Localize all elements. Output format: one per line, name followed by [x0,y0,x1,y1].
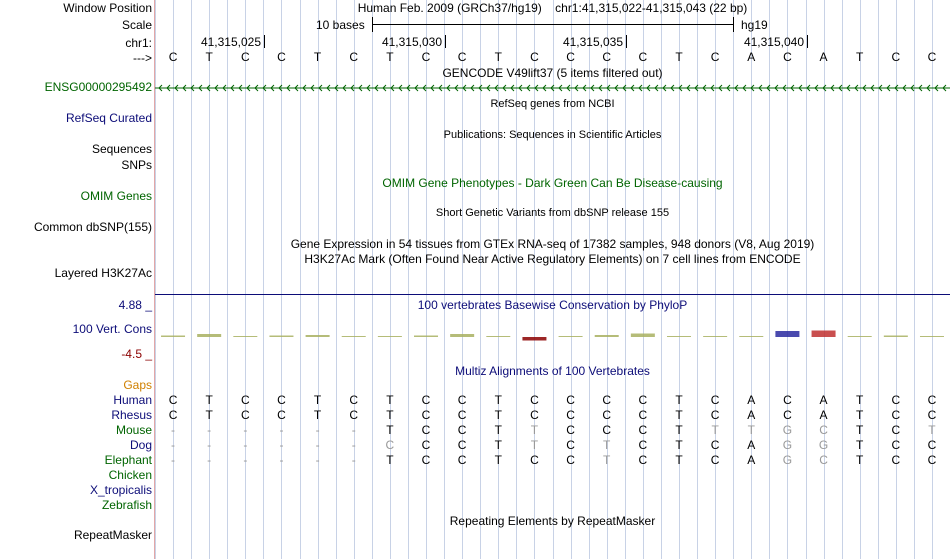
aligned-base: T [386,453,394,467]
aligned-base: C [277,393,286,407]
aligned-base: A [747,393,756,407]
base-letter: C [277,50,286,64]
gencode-track-title: GENCODE V49lift37 (5 items filtered out) [442,66,663,80]
omim-track-title: OMIM Gene Phenotypes - Dark Green Can Be Disease-causing [382,176,723,190]
aligned-base: C [783,408,792,422]
ruler-tick [626,35,627,48]
repeatmasker-track-label[interactable]: RepeatMasker [73,528,152,542]
species-label: Dog [129,438,152,452]
aligned-base: T [856,438,864,452]
aligned-base: G [782,453,793,467]
aligned-base: - [279,453,284,467]
phylop-track-title: 100 vertebrates Basewise Conservation by PhyloP [417,298,688,312]
aligned-base: G [818,438,829,452]
aligned-base: T [494,423,502,437]
aligned-base: C [421,438,431,452]
aligned-base: C [710,438,720,452]
aligned-base: C [638,423,648,437]
aligned-base: T [386,408,394,422]
assembly-name: Human Feb. 2009 (GRCh37/hg19) [357,1,542,15]
phylop-mark [269,336,293,338]
base-letter: C [349,50,359,64]
aligned-base: - [315,423,320,437]
aligned-base: C [710,408,720,422]
aligned-base: - [171,423,176,437]
ruler-tick-label: 41,315,025 [200,35,261,49]
aligned-base: T [205,408,213,422]
aligned-base: C [421,423,431,437]
phylop-mark [631,334,655,338]
aligned-base: C [566,438,575,452]
aligned-base: T [675,438,683,452]
h3k27ac-track-label[interactable]: Layered H3K27Ac [54,266,152,280]
aligned-base: - [207,453,212,467]
base-letter: T [386,50,394,64]
base-letter: T [856,50,864,64]
phylop-mark [378,336,402,337]
species-label: X_tropicalis [89,483,152,497]
aligned-base: T [675,423,683,437]
aligned-base: C [819,453,828,467]
ruler-tick [445,35,446,48]
phylop-mark [595,335,619,337]
base-letter: C [710,50,720,64]
aligned-base: C [891,408,901,422]
phylop-top-line [155,294,950,295]
phylop-logo[interactable] [155,320,950,360]
aligned-base: - [243,438,248,452]
aligned-base: - [171,438,176,452]
dbsnp-track-label[interactable]: Common dbSNP(155) [33,220,152,234]
aligned-base: C [891,438,901,452]
aligned-base: C [927,408,937,422]
gaps-label: Gaps [123,378,152,392]
omim-track-label[interactable]: OMIM Genes [80,189,152,203]
species-label: Rhesus [111,408,152,422]
species-label: Chicken [108,468,152,482]
phylop-mark [486,336,510,337]
aligned-base: T [494,408,502,422]
phylop-mark [739,336,763,337]
position-title [155,1,950,15]
ruler-tick-label: 41,315,040 [743,35,804,49]
aligned-base: T [494,393,502,407]
phylop-mark [161,336,185,338]
base-letter: T [675,50,683,64]
aligned-base: T [675,408,683,422]
base-letter: C [891,50,901,64]
phylop-max-label: 4.88 _ [118,298,152,312]
aligned-base: C [602,423,612,437]
track-image-area[interactable] [155,0,950,559]
aligned-base: C [638,438,648,452]
aligned-base: C [421,393,431,407]
base-letter: C [566,50,575,64]
base-letter: T [313,50,322,64]
phylop-mark [559,336,583,337]
phylop-mark [233,336,257,337]
species-label: Human [113,393,152,407]
refseq-track-label[interactable]: RefSeq Curated [65,111,152,125]
aligned-base: C [240,393,250,407]
aligned-base: C [638,408,648,422]
aligned-base: C [602,408,612,422]
aligned-base: C [927,453,937,467]
aligned-base: C [566,423,575,437]
phylop-mark [450,334,474,337]
aligned-base: C [457,438,467,452]
phylop-mark [920,336,944,337]
aligned-base: C [927,393,937,407]
aligned-base: G [782,423,793,437]
base-letter: T [205,50,213,64]
scale-label: Scale [121,18,152,32]
aligned-base: C [457,423,467,437]
ruler-tick-label: 41,315,035 [562,35,623,49]
h3k27ac-track-title: H3K27Ac Mark (Often Found Near Active Regulatory Elements) on 7 cell lines from ENCODE [304,252,801,266]
aligned-base: - [207,438,212,452]
aligned-base: C [566,408,575,422]
base-letter: C [530,50,539,64]
aligned-base: C [530,453,539,467]
aligned-base: A [747,438,756,452]
aligned-base: A [819,408,828,422]
gencode-gene-line[interactable] [155,82,950,94]
aligned-base: - [207,423,212,437]
phylop-track-label[interactable]: 100 Vert. Cons [72,322,152,336]
aligned-base: T [603,453,611,467]
aligned-base: C [602,393,612,407]
multiz-track-title: Multiz Alignments of 100 Vertebrates [455,364,650,378]
aligned-base: T [313,408,322,422]
aligned-base: C [710,393,720,407]
aligned-base: G [782,438,793,452]
ruler-tick-label: 41,315,030 [381,35,442,49]
aligned-base: A [747,408,756,422]
aligned-base: T [530,438,539,452]
aligned-base: T [603,438,611,452]
aligned-base: C [349,393,359,407]
aligned-base: C [927,438,937,452]
gtex-track-title: Gene Expression in 54 tissues from GTEx RNA-seq of 17382 samples, 948 donors (V8, Aug 2019) [290,237,815,251]
refseq-track-title: RefSeq genes from NCBI [490,98,615,110]
base-letter: A [819,50,828,64]
aligned-base: C [891,453,901,467]
aligned-base: - [171,453,176,467]
aligned-base: T [386,423,394,437]
scale-bar-line [372,24,733,25]
aligned-base: C [385,438,395,452]
aligned-base: C [168,393,178,407]
base-letter: C [638,50,648,64]
aligned-base: C [710,453,720,467]
aligned-base: - [243,423,248,437]
aligned-base: C [566,453,575,467]
base-letter: C [240,50,250,64]
phylop-mark [414,336,438,338]
phylop-mark [197,334,221,337]
aligned-base: C [638,393,648,407]
aligned-base: C [891,423,901,437]
aligned-base: T [928,423,936,437]
aligned-base: C [168,408,178,422]
aligned-base: T [711,423,719,437]
base-letter: C [783,50,792,64]
repeatmasker-track-title: Repeating Elements by RepeatMasker [449,514,656,528]
aligned-base: C [457,408,467,422]
aligned-base: - [243,453,248,467]
aligned-base: T [494,453,502,467]
aligned-base: - [279,438,284,452]
scale-bar-db: hg19 [741,18,768,32]
aligned-base: - [351,423,356,437]
aligned-base: C [457,393,467,407]
aligned-base: C [421,408,431,422]
base-letter: C [602,50,612,64]
scale-bar-right-end [733,17,734,32]
aligned-base: T [675,393,683,407]
position-range: chr1:41,315,022-41,315,043 (22 bp) [555,1,748,15]
aligned-base: C [349,408,359,422]
aligned-base: T [494,438,502,452]
base-letter: C [457,50,467,64]
phylop-mark [306,335,330,337]
aligned-base: T [856,408,864,422]
aligned-base: T [856,393,864,407]
aligned-base: T [313,393,322,407]
base-letter: C [927,50,937,64]
window-position-label: Window Position [63,1,152,15]
ruler-tick [807,35,808,48]
species-label: Zebrafish [101,498,152,512]
aligned-base: C [240,408,250,422]
ensg-track-label[interactable]: ENSG00000295492 [44,80,152,94]
base-letter: C [421,50,431,64]
dbsnp-track-title: Short Genetic Variants from dbSNP release 155 [435,207,670,219]
aligned-base: T [747,423,755,437]
base-letter: T [494,50,502,64]
phylop-min-label: -4.5 _ [121,347,152,361]
publications-track-title: Publications: Sequences in Scientific Articles [443,129,662,141]
aligned-base: - [279,423,284,437]
aligned-base: A [747,453,756,467]
aligned-base: T [386,393,394,407]
scale-bar-text: 10 bases [316,18,365,32]
aligned-base: C [819,423,828,437]
phylop-mark [667,336,691,337]
phylop-mark [522,337,546,341]
sequences-track-label[interactable]: Sequences [91,142,152,156]
phylop-mark [775,331,799,337]
base-letter: C [168,50,178,64]
aligned-base: T [856,453,864,467]
phylop-mark [342,336,366,337]
phylop-mark [812,331,836,338]
aligned-base: C [891,393,901,407]
aligned-base: - [315,453,320,467]
aligned-base: - [351,453,356,467]
aligned-base: C [457,453,467,467]
aligned-base: - [315,438,320,452]
aligned-base: C [638,453,648,467]
aligned-base: T [675,453,683,467]
phylop-mark [884,336,908,338]
aligned-base: T [205,393,213,407]
aligned-base: C [566,393,575,407]
species-label: Mouse [115,423,152,437]
snps-track-label[interactable]: SNPs [121,158,152,172]
aligned-base: A [819,393,828,407]
aligned-base: C [421,453,431,467]
aligned-base: C [530,408,539,422]
aligned-base: - [351,438,356,452]
chr-label: chr1: [125,36,152,50]
base-letter: A [747,50,756,64]
phylop-mark [703,336,727,337]
aligned-base: C [530,393,539,407]
strand-label: ---> [133,51,152,65]
aligned-base: T [530,423,539,437]
phylop-mark [848,336,872,337]
aligned-base: C [277,408,286,422]
aligned-base: T [856,423,864,437]
aligned-base: C [783,393,792,407]
ruler-tick [264,35,265,48]
track-labels-column [0,0,154,559]
species-label: Elephant [104,453,152,467]
